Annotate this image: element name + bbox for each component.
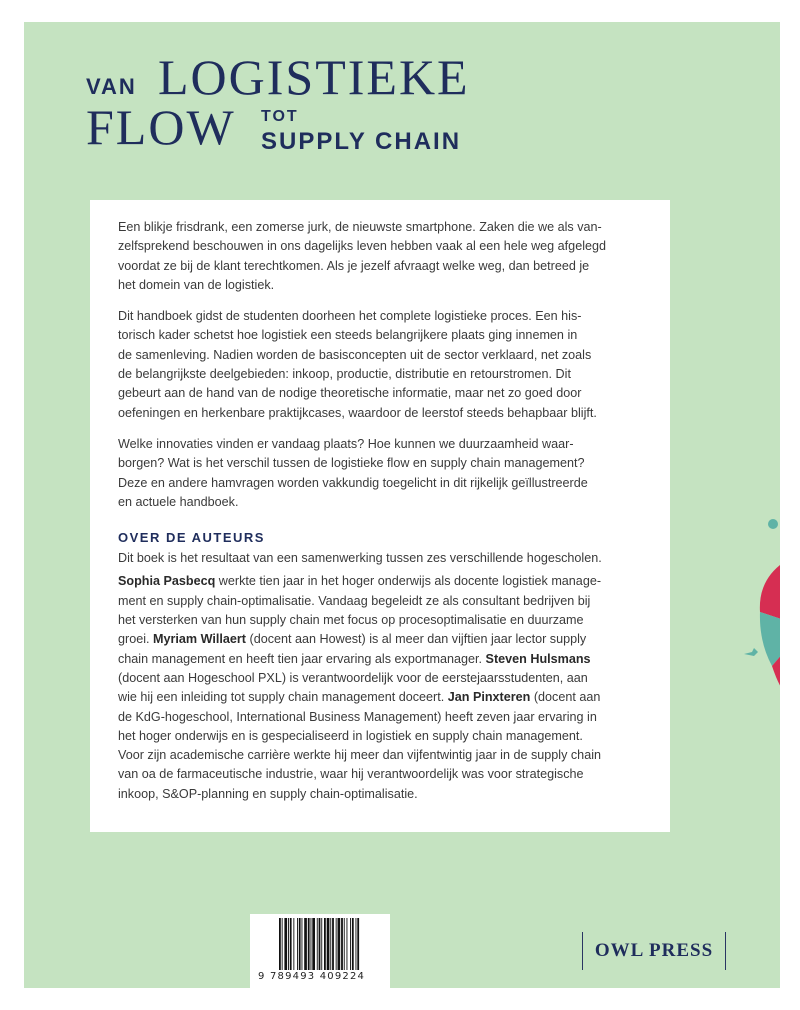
barcode-bar [338, 918, 341, 970]
barcode-bar [332, 918, 334, 970]
decor-dot [768, 519, 778, 529]
decorative-graphic [744, 502, 780, 742]
barcode-bar [297, 918, 298, 970]
barcode-bar [341, 918, 343, 970]
barcode-bar [330, 918, 331, 970]
blurb-paragraph-2: Dit handboek gidst de studenten doorheen het complete logistieke proces. Een his- torisch kader schetst hoe logistiek een steeds belangrijkere plaats ging innemen in de samenleving. Nadien worden de basisconcepten uit de sector verklaard, net zoals de belangrijkste deelgebieden: inkoop, productie, distributie en retourstromen. Dit gebeurt aan de hand van de nodige theoretische informatie, maar net zo goed door oefeningen en herkenbare praktijkcases, waardoor de leerstof steeds behapbaar blijft. [118, 309, 597, 420]
author-bio-2: (docent aan Howest) is al meer dan vijftien jaar lector supply chain management en heeft tien jaar ervaring als exportmanager. [118, 632, 587, 666]
barcode-bar [336, 918, 337, 970]
authors-heading: OVER DE AUTEURS [118, 530, 265, 546]
barcode-bar [324, 918, 326, 970]
barcode-bar [288, 918, 289, 970]
author-name-1: Sophia Pasbecq [118, 574, 216, 589]
barcode-bar [350, 918, 351, 970]
barcode-bar [347, 918, 348, 970]
barcode-bar [284, 918, 287, 970]
barcode-bar [279, 918, 281, 970]
author-name-3: Steven Hulsmans [485, 651, 591, 666]
author-bio-1: werkte tien jaar in het hoger onderwijs als docente logistiek manage- ment en supply chain-optimalisatie. Vandaag begeleidt ze als consultant bedrijven bij het versterken van hun supply chain met focus op procesoptimalisatie en duurzame groei. [118, 574, 602, 647]
authors-intro: Dit boek is het resultaat van een samenwerking tussen zes verschillende hogescholen. [118, 551, 602, 566]
publisher-name: OWL PRESS [594, 940, 714, 961]
back-cover [24, 22, 780, 988]
barcode-bar [352, 918, 354, 970]
authors-paragraph [118, 549, 650, 804]
barcode-bar [302, 918, 303, 970]
decor-fish-icon [744, 648, 758, 656]
author-name-4: Jan Pinxteren [447, 690, 531, 705]
publisher-logo [582, 932, 726, 970]
barcode-bar [311, 918, 312, 970]
blurb-paragraph-3: Welke innovaties vinden er vandaag plaats? Hoe kunnen we duurzaamheid waar- borgen? Wat is het verschil tussen de logistieke flow en supply chain management? Deze en andere hamvragen worden vakkundig toegelicht in dit rijkelijk geïllustreerde en actuele handboek. [118, 436, 588, 509]
barcode-bar [299, 918, 301, 970]
barcode-panel [250, 914, 390, 988]
barcode-bar [356, 918, 357, 970]
barcode-bar [282, 918, 283, 970]
blurb-content [118, 218, 650, 804]
barcode-bar [317, 918, 318, 970]
barcode-bar [357, 918, 359, 970]
author-name-2: Myriam Willaert [153, 632, 246, 647]
title-supply-chain: SUPPLY CHAIN [261, 128, 462, 155]
barcode-bar [293, 918, 294, 970]
barcode-bar [290, 918, 292, 970]
author-bio-3: (docent aan Hogeschool PXL) is verantwoordelijk voor de eerstejaarsstudenten, aan wie hij een inleiding tot supply chain management doceert. [118, 670, 588, 705]
decor-red-top [760, 562, 780, 620]
barcode-bar [319, 918, 321, 970]
title-tot: TOT [261, 108, 299, 125]
title-logistieke: LOGISTIEKE [158, 49, 470, 105]
barcode-bar [344, 918, 345, 970]
barcode-bar [308, 918, 310, 970]
isbn-number: 9 789493 409224 [258, 971, 366, 982]
blurb-paragraph-1: Een blikje frisdrank, een zomerse jurk, de nieuwste smartphone. Zaken die we als van- zelfsprekend beschouwen in ons dagelijks leven hebben vaak al een hele weg afgelegd voordat ze bij de klant terechtkomen. Als je jezelf afvraagt welke weg, dan betreed je het domein van de logistiek. [118, 220, 607, 292]
barcode-bar [304, 918, 307, 970]
title-van: VAN [86, 74, 137, 99]
barcode-icon [278, 918, 384, 970]
decor-teal [760, 612, 780, 666]
barcode-bar [327, 918, 330, 970]
barcode-bar [312, 918, 315, 970]
blurb-panel [90, 200, 670, 832]
title-flow: FLOW [86, 99, 236, 155]
author-bio-4: (docent aan de KdG-hogeschool, International Business Management) heeft zeven jaar ervaring in het hoger onderwijs en is gespecialiseerd in logistiek en supply chain management. Voor zijn academische carrière werkte hij meer dan vijfentwintig jaar in de supply chain van oa de farmaceutische industrie, waar hij verantwoordelijk was voor strategische inkoop, S&OP-planning en supply chain-optimalisatie. [118, 690, 601, 801]
barcode-bar [321, 918, 322, 970]
